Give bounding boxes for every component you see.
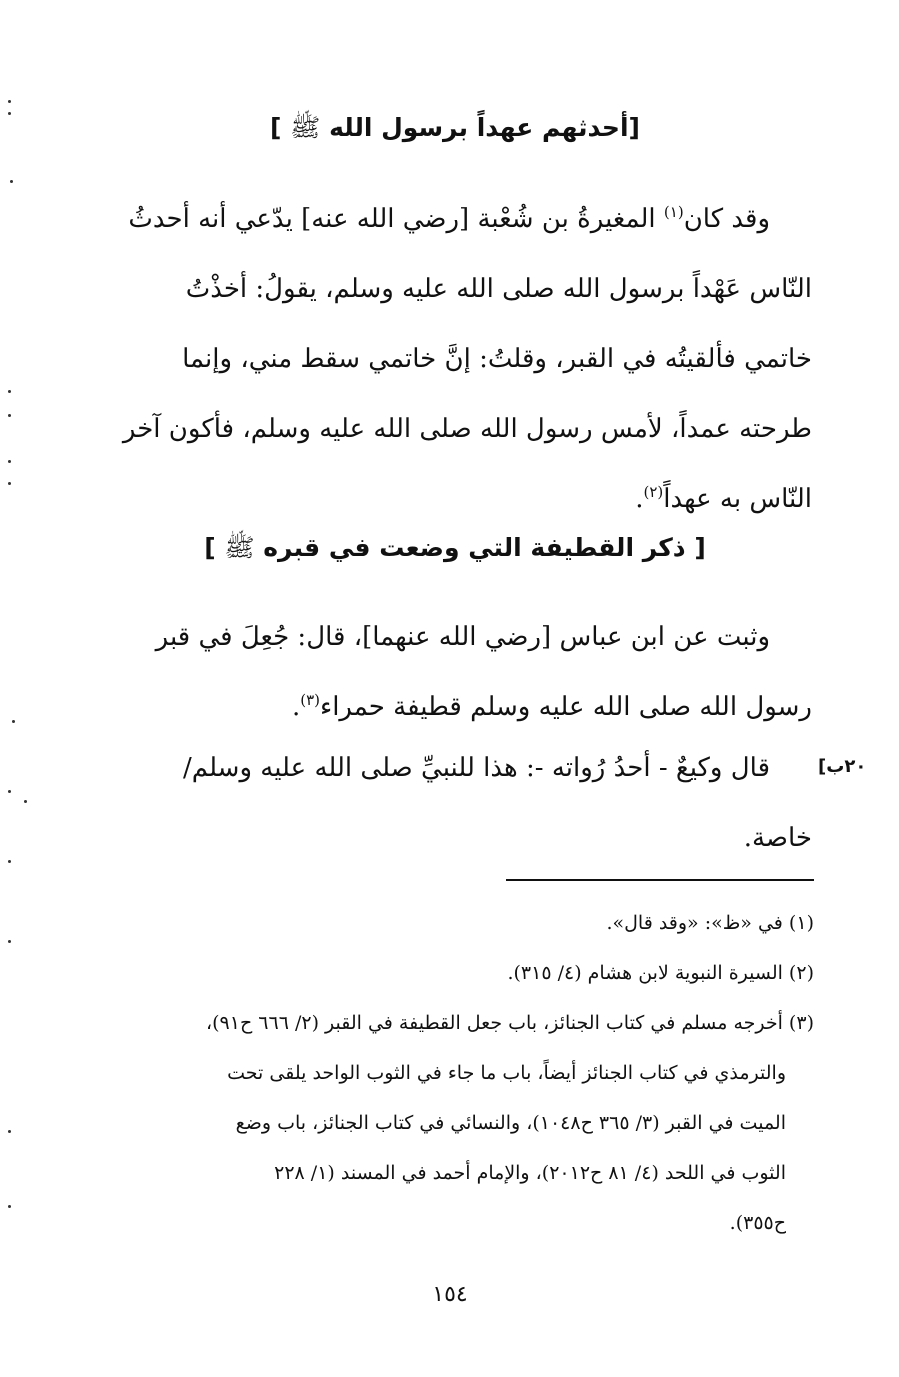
scan-speck (8, 940, 11, 943)
scan-speck (8, 1130, 11, 1133)
scan-speck (8, 460, 11, 463)
paragraph-ibn-abbas (100, 602, 812, 742)
text-run: رسول الله صلى الله عليه وسلم قطيفة حمراء (319, 692, 812, 722)
heading-text: [ ذكر القطيفة التي وضعت في قبره (254, 533, 706, 562)
heading-close-bracket: ] (270, 113, 291, 142)
scan-speck (8, 1205, 11, 1208)
blessing-glyph: ﷺ (224, 533, 255, 562)
manuscript-folio-marker: ٢٠ب] (818, 756, 867, 777)
footnote-2: (٢) السيرة النبوية لابن هشام (٤/ ٣١٥). (507, 962, 814, 984)
text-run: المغيرةُ بن شُعْبة [رضي الله عنه] يدّعي أنه أحدثُ (128, 204, 664, 234)
section-heading-second (100, 528, 810, 568)
body-line: قال وكيعٌ - أحدُ رُواته -: هذا للنبيِّ صلى الله عليه وسلم/ (183, 753, 770, 783)
footnote-ref-3[interactable]: (٣) (300, 691, 320, 709)
body-line: خاصة. (743, 823, 812, 853)
text-run: . (291, 692, 301, 722)
scan-speck (8, 790, 11, 793)
footnote-3-continued: ح٣٥٥). (729, 1212, 786, 1234)
footnote-ref-2[interactable]: (٢) (643, 483, 664, 501)
footnote-3-continued: والترمذي في كتاب الجنائز أيضاً، باب ما جاء في الثوب الواحد يلقى تحت (227, 1062, 786, 1084)
scan-speck (8, 390, 11, 393)
scan-speck (8, 482, 11, 485)
footnote-3-continued: الميت في القبر (٣/ ٣٦٥ ح١٠٤٨)، والنسائي في كتاب الجنائز، باب وضع (235, 1112, 786, 1134)
text-run: النّاس به عهداً (663, 484, 812, 514)
body-line: طرحته عمداً، لأمس رسول الله صلى الله عليه وسلم، فأكون آخر (122, 414, 812, 444)
body-line: خاتمي فألقيتُه في القبر، وقلتُ: إنَّ خاتمي سقط مني، وإنما (182, 344, 812, 374)
footnote-3-continued: الثوب في اللحد (٤/ ٨١ ح٢٠١٢)، والإمام أحمد في المسند (١/ ٢٢٨ (274, 1162, 786, 1184)
blessing-glyph: ﷺ (290, 113, 321, 142)
body-line: النّاس عَهْداً برسول الله صلى الله عليه وسلم، يقولُ: أخذْتُ (185, 274, 812, 304)
scan-speck (24, 800, 27, 803)
scan-speck (8, 100, 11, 103)
body-line (100, 184, 812, 254)
page-number: ١٥٤ (432, 1282, 468, 1307)
footnote-ref-1[interactable]: (١) (663, 203, 684, 221)
paragraph-waki (100, 733, 812, 873)
body-line (100, 464, 812, 534)
paragraph-mughira (100, 184, 812, 534)
scan-speck (12, 720, 15, 723)
scan-speck (8, 414, 11, 417)
scan-speck (8, 860, 11, 863)
footnotes (96, 898, 814, 1248)
heading-text: [أحدثهم عهداً برسول الله (320, 113, 640, 142)
section-heading-first (100, 108, 810, 148)
heading-close-bracket: ] (204, 533, 225, 562)
text-run: . (635, 484, 644, 514)
body-line (100, 672, 812, 742)
scan-speck (10, 180, 13, 183)
text-run: وقد كان (683, 204, 770, 234)
body-line: وثبت عن ابن عباس [رضي الله عنهما]، قال: جُعِلَ في قبر (155, 622, 770, 652)
footnote-3: (٣) أخرجه مسلم في كتاب الجنائز، باب جعل القطيفة في القبر (٢/ ٦٦٦ ح٩١)، (206, 1012, 814, 1034)
scan-speck (8, 112, 11, 115)
footnote-separator (506, 879, 814, 881)
footnote-1: (١) في «ظ»: «وقد قال». (606, 912, 814, 934)
